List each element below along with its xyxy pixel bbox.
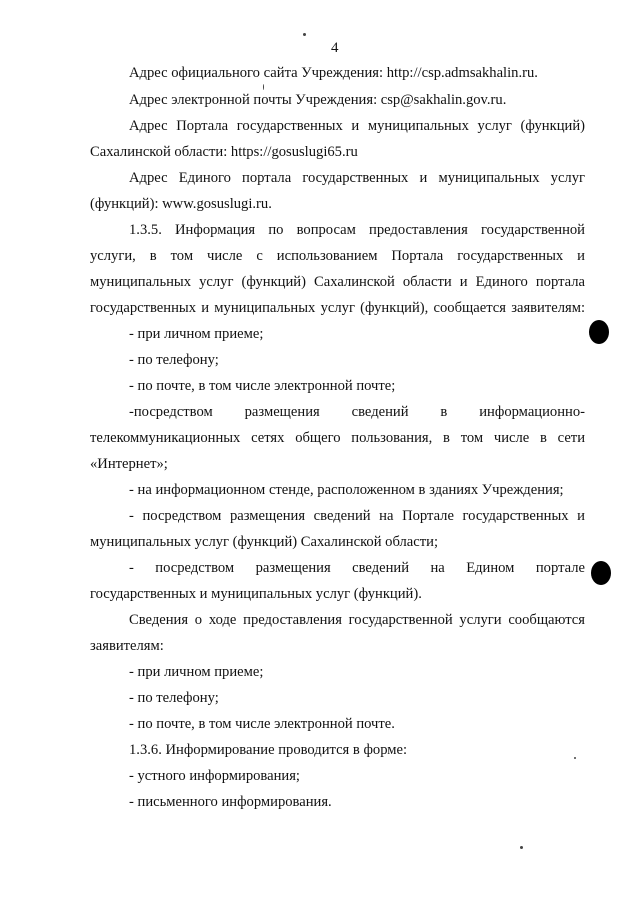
scan-speck: [263, 84, 264, 90]
list-item-mail: - по почте, в том числе электронной почте;: [129, 378, 396, 394]
list-item-internet-line-1: -посредством размещения сведений в информационно-: [129, 404, 585, 420]
list-item-stand: - на информационном стенде, расположенном в зданиях Учреждения;: [129, 482, 564, 498]
unified-portal-line-1: Адрес Единого портала государственных и муниципальных услуг: [129, 170, 585, 186]
list-item-personal: - при личном приеме;: [129, 326, 264, 342]
email-address-line: Адрес электронной почты Учреждения: csp@sakhalin.gov.ru.: [129, 92, 507, 108]
unified-portal-line-2: (функций): www.gosuslugi.ru.: [90, 196, 272, 212]
list-item-internet-line-2: телекоммуникационных сетях общего пользования, в том числе в сети: [90, 430, 585, 446]
punch-hole-mark: [589, 320, 609, 344]
paragraph-135-line-3: муниципальных услуг (функций) Сахалинской области и Единого портала: [90, 274, 585, 290]
scan-speck: [303, 33, 306, 36]
progress-item-personal: - при личном приеме;: [129, 664, 264, 680]
form-item-written: - письменного информирования.: [129, 794, 332, 810]
regional-portal-line-2: Сахалинской области: https://gosuslugi65.ru: [90, 144, 358, 160]
progress-item-mail: - по почте, в том числе электронной почте.: [129, 716, 395, 732]
paragraph-135-line-1: 1.3.5. Информация по вопросам предоставления государственной: [129, 222, 585, 238]
site-address-line: Адрес официального сайта Учреждения: http://csp.admsakhalin.ru.: [129, 65, 538, 81]
list-item-internet-line-3: «Интернет»;: [90, 456, 168, 472]
list-item-phone: - по телефону;: [129, 352, 219, 368]
page-number: 4: [331, 40, 339, 56]
scan-speck: [520, 846, 523, 849]
progress-info-line-1: Сведения о ходе предоставления государственной услуги сообщаются: [129, 612, 585, 628]
paragraph-136-line: 1.3.6. Информирование проводится в форме:: [129, 742, 408, 758]
list-item-regional-portal-line-1: - посредством размещения сведений на Портале государственных и: [129, 508, 585, 524]
progress-item-phone: - по телефону;: [129, 690, 219, 706]
list-item-unified-portal-line-2: государственных и муниципальных услуг (функций).: [90, 586, 422, 602]
list-item-regional-portal-line-2: муниципальных услуг (функций) Сахалинской области;: [90, 534, 439, 550]
punch-hole-mark: [591, 561, 611, 585]
progress-info-line-2: заявителям:: [90, 638, 164, 654]
form-item-oral: - устного информирования;: [129, 768, 300, 784]
regional-portal-line-1: Адрес Портала государственных и муниципальных услуг (функций): [129, 118, 585, 134]
paragraph-135-line-2: услуги, в том числе с использованием Портала государственных и: [90, 248, 585, 264]
paragraph-135-line-4: государственных и муниципальных услуг (функций), сообщается заявителям:: [90, 300, 585, 316]
list-item-unified-portal-line-1: - посредством размещения сведений на Едином портале: [129, 560, 585, 576]
scan-speck: [574, 757, 576, 759]
